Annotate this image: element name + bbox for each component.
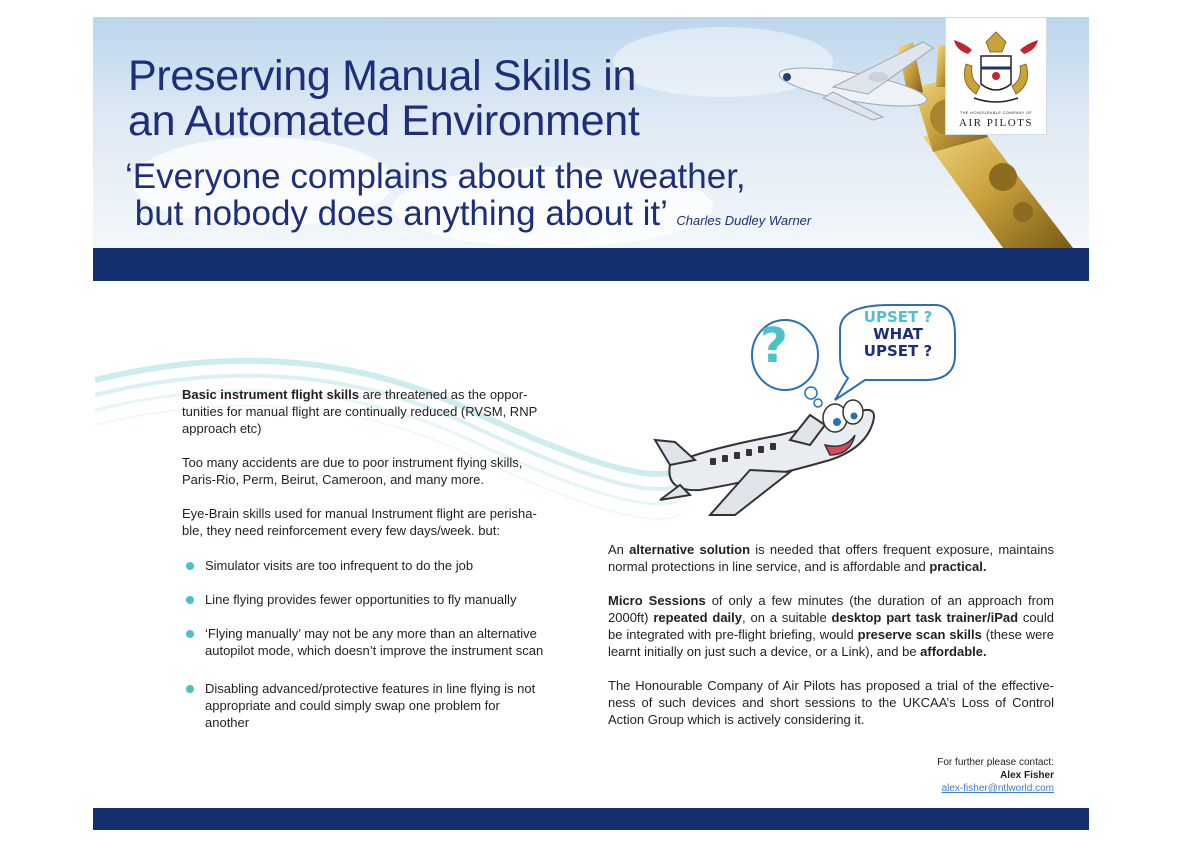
list-item [186, 591, 546, 608]
bullet-text: Disabling advanced/protective features in line flying is not appropriate and could simply swap one problem for another [205, 681, 536, 730]
list-item [186, 625, 546, 659]
contact-block [937, 756, 1054, 795]
bullet-dot-icon [186, 685, 194, 693]
airliner-icon [773, 32, 943, 122]
contact-email-link[interactable]: alex-fisher@ntlworld.com [941, 783, 1054, 794]
contact-intro: For further please contact: [937, 757, 1054, 768]
footer-band [93, 808, 1089, 830]
weather-quote [125, 158, 811, 239]
crest-icon [946, 24, 1046, 114]
paragraph-accidents: Too many accidents are due to poor instrument flying skills, Paris-Rio, Perm, Beirut, Cameroon, and many more. [182, 455, 523, 487]
paragraph-basic-skills [182, 386, 544, 437]
thought-bubble-symbol: ? [760, 318, 788, 374]
bullet-dot-icon [186, 562, 194, 570]
left-column [182, 386, 544, 556]
speech-bubble-text [848, 309, 948, 360]
speech-line-2: WHAT [873, 325, 923, 343]
list-item [186, 557, 546, 574]
bullet-list [186, 557, 546, 748]
paragraph-eye-brain: Eye-Brain skills used for manual Instrument flight are perishable, they need reinforcement every few days/week. but: [182, 506, 537, 538]
right-column [608, 541, 1054, 745]
paragraph-honourable-company: The Honourable Company of Air Pilots has proposed a trial of the effectiveness of such devices and short sessions to the UKCAA’s Loss of Control Action Group which is actively considering it. [608, 678, 1054, 727]
bullet-dot-icon [186, 596, 194, 604]
paragraph-micro-sessions: Micro Sessions of only a few minutes (the duration of an approach from 2000ft) repeated daily, on a suitable desktop part task trainer/iPad could be integrated with pre-flight briefing, would preserve scan skills (these were learnt initially on just such a device, or a Link), and be affordable. [608, 593, 1054, 659]
crest-org-name: AIR PILOTS [959, 117, 1033, 129]
contact-name: Alex Fisher [1000, 770, 1054, 781]
list-item [186, 680, 546, 731]
paragraph-alternative: An alternative solution is needed that offers frequent exposure, maintains normal protections in line service, and is affordable and practical. [608, 542, 1054, 574]
bullet-text: Simulator visits are too infrequent to do the job [205, 558, 474, 573]
bullet-text: Line flying provides fewer opportunities to fly manually [205, 592, 517, 607]
bullet-dot-icon [186, 630, 194, 638]
header-divider-band [93, 248, 1089, 281]
basic-skills-bold: Basic instrument flight skills [182, 387, 359, 402]
crest-org-small: THE HONOURABLE COMPANY OF [959, 110, 1033, 115]
basic-skills-text: are threatened as the opportunities for manual flight are continually reduced (RVSM, RNP approach etc) [182, 387, 538, 436]
quote-author: Charles Dudley Warner [676, 213, 812, 228]
speech-line-3: UPSET ? [863, 342, 933, 360]
quote-line-2: but nobody does anything about it’ [125, 194, 667, 233]
quote-line-1: ‘Everyone complains about the weather, [125, 157, 746, 196]
page-title: Preserving Manual Skills in an Automated Environment [128, 52, 640, 145]
bullet-text: ‘Flying manually’ may not be any more than an alternative autopilot mode, which doesn’t improve the instrument scan [205, 626, 544, 658]
speech-line-1: UPSET ? [863, 308, 933, 326]
crest-logo [945, 17, 1047, 135]
